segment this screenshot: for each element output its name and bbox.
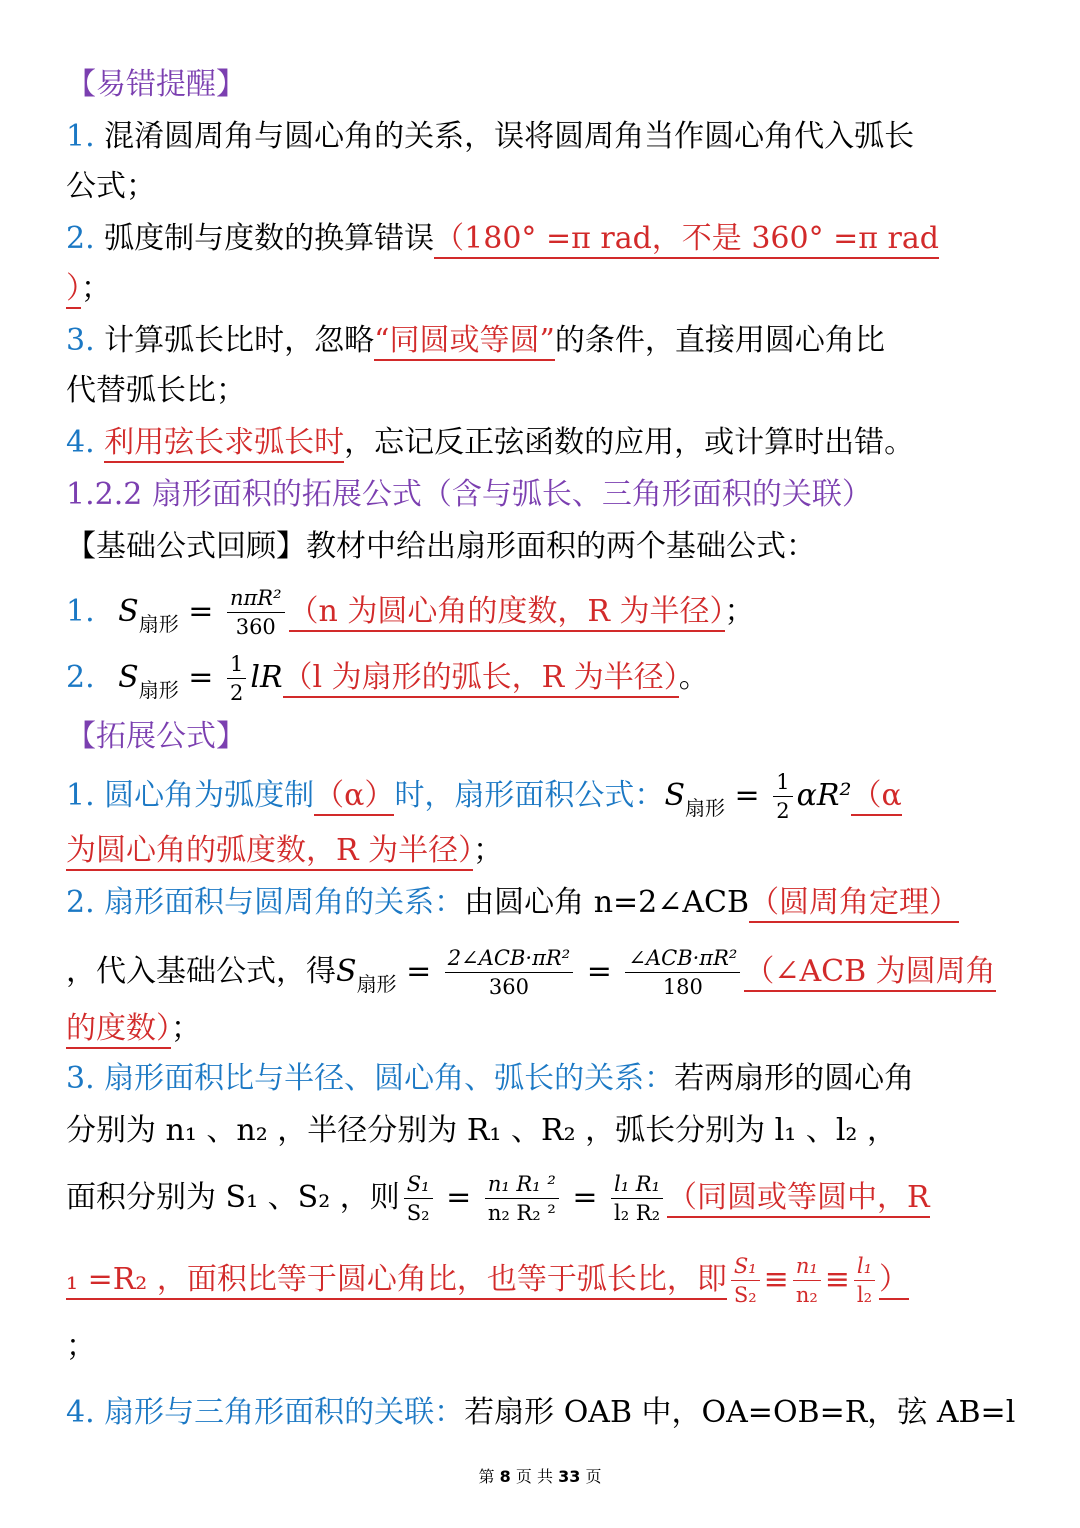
ext-formula-3-cont2 (66, 1174, 1014, 1224)
formula-eq: = (586, 954, 612, 989)
fraction-numerator: 1 (227, 654, 246, 679)
item-number: 1. (66, 119, 95, 154)
error-item-4 (66, 422, 1014, 464)
formula-s: S (664, 778, 685, 813)
fraction-numerator: 1 (773, 772, 792, 797)
fraction-denominator: l₂ (856, 1283, 873, 1307)
formula-fraction (625, 948, 740, 998)
ext-formula-4 (66, 1392, 1014, 1434)
highlight-note: （l 为扇形的弧长，R 为半径） (283, 660, 679, 698)
item-number: 2. (66, 660, 95, 695)
item-number: 4. (66, 425, 95, 460)
item-end: 。 (678, 660, 709, 695)
item-heading: 扇形与三角形面积的关联： (104, 1395, 465, 1430)
basic-formula-2 (66, 654, 1014, 704)
page-footer (0, 1464, 1080, 1487)
item-text: ，忘记反正弦函数的应用，或计算时出错。 (344, 425, 915, 460)
error-item-2 (66, 218, 1014, 260)
intro-text: 教材中给出扇形面积的两个基础公式： (306, 529, 816, 564)
item-text: 计算弧长比时，忽略 (104, 323, 375, 358)
section-title-extended: 【拓展公式】 (66, 719, 246, 754)
formula-tail: αR² (796, 778, 852, 813)
item-number: 3. (66, 323, 95, 358)
highlight-note: （α） (314, 778, 394, 816)
error-item-1 (66, 116, 1014, 158)
item-end: ； (81, 271, 111, 306)
fraction-numerator: n₁ (793, 1256, 821, 1281)
item-end: ； (473, 833, 504, 868)
basic-formula-intro (66, 526, 1014, 568)
footer-text: 页 (585, 1467, 602, 1486)
page-number: 8 (499, 1467, 511, 1486)
formula-eq: = (406, 954, 432, 989)
fraction-denominator: n₂ (795, 1283, 818, 1307)
fraction-numerator: l₁ (854, 1256, 875, 1281)
formula-s: S (336, 954, 357, 989)
fraction-denominator: S₂ (733, 1283, 757, 1307)
item-number: 4. (66, 1395, 95, 1430)
fraction-denominator: 360 (488, 975, 530, 999)
fraction-denominator: 2 (776, 799, 790, 823)
formula-eq: = (446, 1180, 472, 1215)
fraction-denominator: l₂ R₂ (614, 1201, 661, 1225)
fraction-numerator: n₁ R₁ ² (485, 1174, 559, 1199)
highlight-note: （同圆或等圆中，R (667, 1180, 930, 1218)
highlight-note: ） (879, 1262, 909, 1300)
error-item-3 (66, 320, 1014, 362)
ext-formula-1-cont (66, 830, 1014, 872)
formula-s: S (118, 660, 139, 695)
section-title-basic: 【基础公式回顾】 (66, 529, 306, 564)
formula-fraction (445, 948, 573, 998)
highlight-note: “同圆或等圆” (374, 323, 555, 361)
formula-eq: = (188, 660, 214, 695)
item-number: 3. (66, 1061, 95, 1096)
item-number: 1. (66, 778, 95, 813)
basic-formula-1 (66, 588, 1014, 638)
ext-formula-3-end (66, 1326, 1014, 1368)
formula-fraction (854, 1256, 875, 1306)
item-heading: 圆心角为弧度制 (104, 778, 315, 813)
ext-formula-3 (66, 1058, 1014, 1100)
section-title-errors: 【易错提醒】 (66, 67, 246, 102)
item-heading: 时，扇形面积公式： (394, 778, 665, 813)
formula-eq: = (572, 1180, 598, 1215)
highlight-note: 为圆心角的弧度数，R 为半径） (66, 833, 473, 871)
formula-fraction (773, 772, 792, 822)
highlight-note: 利用弦长求弧长时 (104, 425, 344, 463)
fraction-numerator: l₁ R₁ (611, 1174, 663, 1199)
fraction-denominator: S₂ (406, 1201, 430, 1225)
highlight-note: （180° =π rad，不是 360° =π rad (434, 221, 939, 259)
formula-eq: = (188, 594, 214, 629)
fraction-denominator: n₂ R₂ ² (487, 1201, 556, 1225)
item-end: ； (724, 594, 755, 629)
formula-fraction (404, 1174, 433, 1224)
item-text: 若两扇形的圆心角 (674, 1061, 915, 1096)
fraction-numerator: 2∠ACB·πR² (445, 948, 573, 973)
formula-fraction (227, 588, 285, 638)
highlight-note: ₁ =R₂ ，面积比等于圆心角比，也等于弧长比，即 (66, 1262, 727, 1300)
highlight-note: （∠ACB 为圆周角 (744, 954, 995, 992)
formula-fraction (611, 1174, 663, 1224)
item-text: 由圆心角 n=2∠ACB (464, 885, 750, 920)
item-text: 分别为 n₁ 、n₂ ，半径分别为 R₁ 、R₂ ，弧长分别为 l₁ 、l₂ ， (66, 1113, 897, 1148)
fraction-denominator: 2 (229, 681, 244, 705)
fraction-denominator: 180 (662, 975, 703, 999)
item-text: 混淆圆周角与圆心角的关系，误将圆周角当作圆心角代入弧长 (104, 119, 915, 154)
formula-subscript: 扇形 (138, 612, 179, 636)
item-text: 若扇形 OAB 中，OA=OB=R，弦 AB=l (464, 1395, 1016, 1430)
fraction-denominator: 360 (235, 615, 276, 639)
formula-equiv: ≡ (824, 1262, 850, 1297)
item-number: 2. (66, 885, 95, 920)
item-heading: 扇形面积比与半径、圆心角、弧长的关系： (104, 1061, 675, 1096)
ext-formula-2 (66, 882, 1014, 924)
formula-fraction (793, 1256, 821, 1306)
fraction-numerator: S₁ (731, 1256, 760, 1281)
formula-equiv: ≡ (763, 1262, 789, 1297)
error-item-1-cont (66, 166, 1014, 208)
item-text: 公式； (66, 169, 156, 204)
item-text: 代替弧长比； (66, 373, 246, 408)
formula-eq: = (734, 778, 760, 813)
subsection-title: 1.2.2 扇形面积的拓展公式（含与弧长、三角形面积的关联） (66, 477, 872, 512)
item-number: 1. (66, 594, 95, 629)
formula-s: S (118, 594, 139, 629)
footer-text: 第 (478, 1467, 495, 1486)
formula-fraction (731, 1256, 760, 1306)
item-text: 面积分别为 S₁ 、S₂ ，则 (66, 1180, 400, 1215)
formula-subscript: 扇形 (685, 796, 725, 820)
page-total: 33 (558, 1467, 581, 1486)
item-number: 2. (66, 221, 95, 256)
fraction-numerator: ∠ACB·πR² (625, 948, 740, 973)
item-end: ； (171, 1011, 201, 1046)
highlight-note: （α (851, 778, 901, 816)
footer-text: 页 共 (515, 1467, 553, 1486)
ext-formula-3-cont3 (66, 1256, 1014, 1306)
formula-subscript: 扇形 (356, 972, 397, 996)
ext-formula-3-cont (66, 1110, 1014, 1152)
error-item-3-cont (66, 370, 1014, 412)
formula-fraction (227, 654, 246, 704)
fraction-numerator: S₁ (404, 1174, 433, 1199)
item-heading: 扇形面积与圆周角的关系： (104, 885, 465, 920)
highlight-note: （n 为圆心角的度数，R 为半径） (289, 594, 725, 632)
formula-subscript: 扇形 (138, 678, 179, 702)
formula-fraction (485, 1174, 559, 1224)
highlight-note: ） (66, 271, 81, 309)
error-item-2-cont (66, 268, 1014, 310)
item-text: ，代入基础公式，得 (66, 954, 336, 989)
ext-formula-1 (66, 772, 1014, 822)
item-text: 的条件，直接用圆心角比 (554, 323, 885, 358)
ext-formula-2-cont2 (66, 1008, 1014, 1050)
fraction-numerator: nπR² (227, 588, 285, 613)
highlight-note: （圆周角定理） (749, 885, 959, 923)
item-end: ； (66, 1329, 96, 1364)
ext-formula-2-cont (66, 948, 1014, 998)
item-text: 弧度制与度数的换算错误 (104, 221, 435, 256)
highlight-note: 的度数） (66, 1011, 171, 1049)
formula-tail: lR (250, 660, 283, 695)
